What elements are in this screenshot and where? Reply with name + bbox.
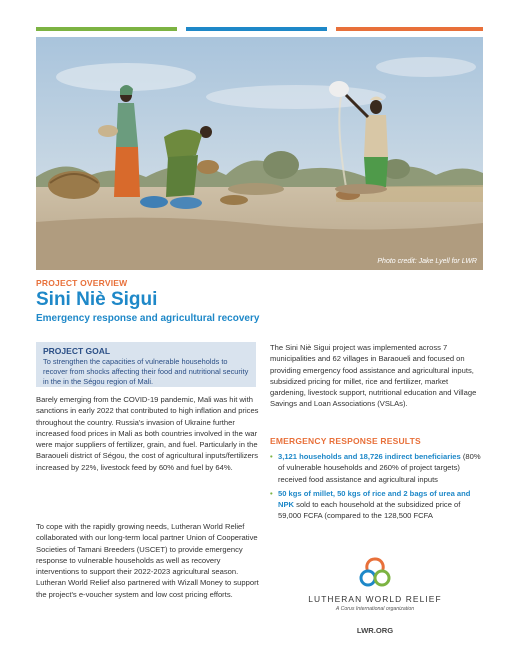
org-tagline: A Corus International organization	[335, 606, 415, 612]
project-goal-text: To strengthen the capacities of vulnerable households to recover from shocks affecting their food and nutritional security in the in the Ségou region of Mali.	[43, 357, 249, 386]
page-title: Sini Niè Sigui	[36, 289, 158, 310]
results-list	[270, 451, 482, 525]
lwr-logo	[290, 556, 460, 612]
body-paragraph-context: Barely emerging from the COVID-19 pandemic, Mali was hit with sanctions in early 2022 that contributed to high inflation and prices throughout the country. Russia's invasion of Ukraine further increased food prices in Mali as both countries involved in the war were major suppliers of fertilizer, grain, and fuel. Particularly in the Baraoueli district of Ségou, the cost of agricultural inputs/fertilizers increased by 22%, livestock feed by 60% and fuel by 64%.	[36, 395, 259, 472]
result-text: (80% of vulnerable households and 260% of project targets) received food assistance and agricultural inputs	[278, 452, 481, 484]
org-name: LUTHERAN WORLD RELIEF	[308, 594, 442, 604]
lwr-rings-icon	[358, 556, 392, 590]
body-paragraph-implementation: The Sini Niè Sigui project was implemented across 7 municipalities and 62 villages in Baraoueli and focused on providing emergency food assistance and agricultural inputs, subsidized pricing for millet, rice and fertilizer, market gardening, livestock support, nutritional education and Village Savings and Loan Associations (VSLAs).	[270, 343, 477, 409]
list-item	[270, 488, 482, 522]
org-website-link[interactable]: LWR.ORG	[356, 626, 394, 635]
body-paragraph-partnership: To cope with the rapidly growing needs, Lutheran World Relief collaborated with our long-term local partner Union of Cooperative Societies of Tamani Breeders (USCET) to provide emergency response to vulnerable households as well as recovery interventions to support their 2022-2023 agricultural season. Lutheran World Relief also partnered with Wizall Money to support the project's e-voucher system and low cost pricing efforts.	[36, 522, 259, 599]
header-color-bars	[36, 27, 483, 31]
hero-photo	[36, 37, 483, 270]
section-label: PROJECT OVERVIEW	[36, 278, 128, 288]
result-text: sold to each household at the subsidized price of 59,000 FCFA (compared to the 128,500 FCFA	[278, 500, 461, 521]
green-bar	[36, 27, 177, 31]
results-heading: EMERGENCY RESPONSE RESULTS	[270, 436, 421, 446]
result-highlight: 3,121 households and 18,726 indirect beneficiaries	[278, 452, 461, 461]
blue-bar	[186, 27, 327, 31]
page-subtitle: Emergency response and agricultural recovery	[36, 313, 260, 324]
result-highlight: 50 kgs of millet, 50 kgs of rice and 2 bags of urea and NPK	[278, 488, 471, 510]
project-goal-heading: PROJECT GOAL	[43, 346, 111, 356]
project-goal-box	[36, 342, 256, 387]
list-item	[270, 451, 482, 485]
field-scene-illustration	[36, 37, 483, 270]
orange-bar	[336, 27, 483, 31]
photo-credit: Photo credit: Jake Lyell for LWR	[377, 258, 477, 265]
